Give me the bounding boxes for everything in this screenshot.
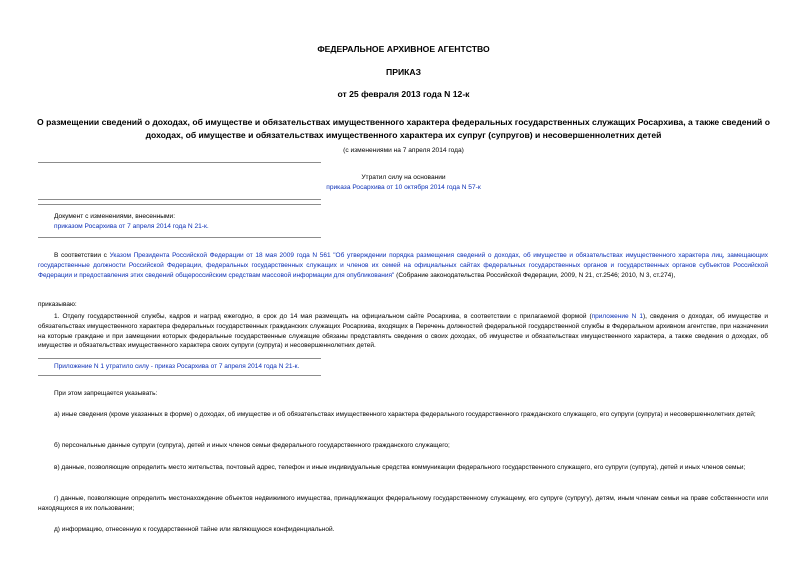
item-1-part2: ), сведения о доходах, об имуществе и обязательствах имущественного характера федеральных государственных гражданских служащих Росархива, входящих в Перечень должностей федеральной государственной службы в Федеральном архивном агентстве, при назначении на которые граждане и при замещении которых федеральные государственные служащие обязаны представлять сведения о своих доходах, об имуществе и обязательствах имущественного характера, а также сведения о доходах, об имуществе и обязательствах имущественного характера своих супруги (супруга) и несовершеннолетних детей.: [38, 313, 768, 350]
preamble-paragraph: [38, 251, 768, 280]
divider: [38, 358, 321, 359]
preamble-prefix: В соответствии с: [54, 252, 107, 259]
document-type: ПРИКАЗ: [386, 67, 421, 77]
document-date: от 25 февраля 2013 года N 12-к: [337, 89, 470, 99]
prohibited-item-c: в) данные, позволяющие определить место жительства, почтовый адрес, телефон и иные индивидуальные средства коммуникации федерального государственного служащего, его супруги (супруга), детей и иных членов семьи;: [54, 464, 746, 471]
item-1-part1: 1. Отделу государственной службы, кадров и наград ежегодно, в срок до 14 мая размещать на официальном сайте Росархива, в соответствии с прилагаемой формой (: [54, 313, 592, 320]
revision-note: (с изменениями на 7 апреля 2014 года): [343, 147, 464, 154]
divider: [38, 375, 321, 376]
divider: [38, 199, 321, 200]
agency-name: ФЕДЕРАЛЬНОЕ АРХИВНОЕ АГЕНТСТВО: [317, 44, 490, 54]
divider: [38, 204, 321, 205]
changes-note: [54, 212, 209, 232]
status-note-text: Утратил силу на основании: [361, 174, 446, 181]
annex-1-link[interactable]: приложение N 1: [591, 313, 644, 320]
annex-note-link[interactable]: Приложение N 1 утратило силу - приказ Росархива от 7 апреля 2014 года N 21-к.: [54, 363, 300, 370]
prohibited-item-e: д) информацию, отнесенную к государственной тайне или являющуюся конфиденциальной.: [54, 526, 335, 533]
item-1-paragraph: [38, 312, 768, 351]
preamble-suffix: (Собрание законодательства Российской Федерации, 2009, N 21, ст.2546; 2010, N 3, ст.274),: [396, 271, 676, 279]
status-note: [0, 173, 807, 193]
divider: [38, 237, 321, 238]
divider: [38, 162, 321, 163]
prohibited-intro: При этом запрещается указывать:: [54, 390, 158, 397]
prohibited-item-a: а) иные сведения (кроме указанных в форме) о доходах, об имуществе и об обязательствах имущественного характера федерального государственного гражданского служащего, его супруги (супруга) и несовершеннолетних детей;: [54, 411, 756, 418]
decree-link[interactable]: Указом Президента Российской Федерации от 18 мая 2009 года N 561 "Об утверждении порядка размещения сведений о доходах, об имуществе и обязательствах имущественного характера лиц, замещающих государственные должности Российской Федерации, федеральных государственных служащих и членов их семей на официальных сайтах федеральных государственных органов и государственных органов субъектов Российской Федерации и предоставления этих сведений общероссийским средствам массовой информации для опубликования": [38, 252, 768, 279]
changes-note-link[interactable]: приказом Росархива от 7 апреля 2014 года N 21-к.: [54, 222, 209, 230]
status-note-link[interactable]: приказа Росархива от 10 октября 2014 года N 57-к: [326, 183, 481, 191]
prohibited-item-b: б) персональные данные супруги (супруга), детей и иных членов семьи федерального государственного гражданского служащего;: [54, 442, 450, 449]
order-word: приказываю:: [38, 301, 77, 308]
prohibited-item-d: г) данные, позволяющие определить местонахождение объектов недвижимого имущества, принадлежащих федеральному государственному служащему, его супруге (супругу), детям, иным членам семьи на праве собственности или находящихся в их пользовании;: [38, 495, 768, 512]
changes-note-text: Документ с изменениями, внесенными:: [54, 213, 176, 220]
document-title: О размещении сведений о доходах, об имуществе и обязательствах имущественного характера федеральных государственных служащих Росархива, а также сведений о доходах, об имуществе и обязательствах имущественного характера их супруг (супругов) и несовершеннолетних детей: [37, 117, 770, 140]
